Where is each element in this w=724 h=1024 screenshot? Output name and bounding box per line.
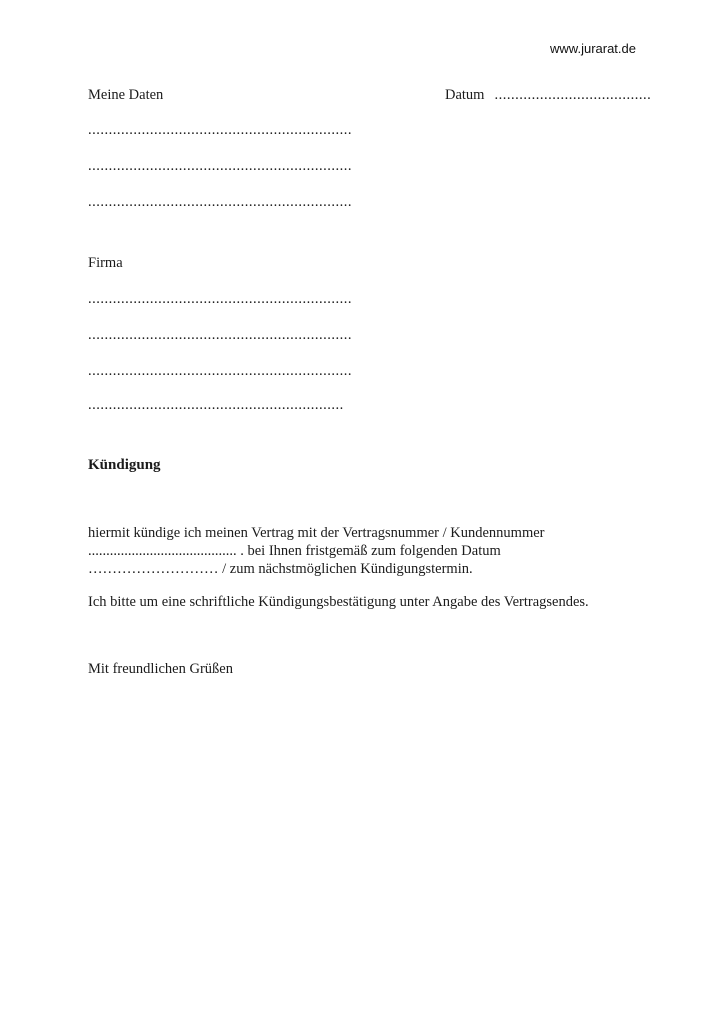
subject-heading: Kündigung xyxy=(88,457,161,473)
date-blank-line: ...................................... xyxy=(494,87,652,103)
recipient-blank-line: .............................................................. xyxy=(88,397,344,413)
date-row xyxy=(445,86,651,104)
sender-section-label: Meine Daten xyxy=(88,87,164,103)
sender-blank-line: ................................................................ xyxy=(88,194,352,210)
closing-text: Mit freundlichen Grüßen xyxy=(88,661,233,677)
body-text-line: ……………………… / zum nächstmöglichen Kündigungstermin. xyxy=(88,561,473,577)
sender-blank-line: ................................................................ xyxy=(88,122,352,138)
recipient-blank-line: ................................................................ xyxy=(88,327,352,343)
recipient-section-label: Firma xyxy=(88,255,123,271)
recipient-blank-line: ................................................................ xyxy=(88,363,352,379)
recipient-blank-line: ................................................................ xyxy=(88,291,352,307)
date-label: Datum xyxy=(445,87,485,103)
body-text-line: ......................................... . bei Ihnen fristgemäß zum folgenden Datum xyxy=(88,543,501,559)
confirmation-text: Ich bitte um eine schriftliche Kündigungsbestätigung unter Angabe des Vertragsendes. xyxy=(88,594,589,610)
website-url: www.jurarat.de xyxy=(550,41,636,56)
body-text-line: hiermit kündige ich meinen Vertrag mit der Vertragsnummer / Kundennummer xyxy=(88,525,545,541)
sender-blank-line: ................................................................ xyxy=(88,158,352,174)
